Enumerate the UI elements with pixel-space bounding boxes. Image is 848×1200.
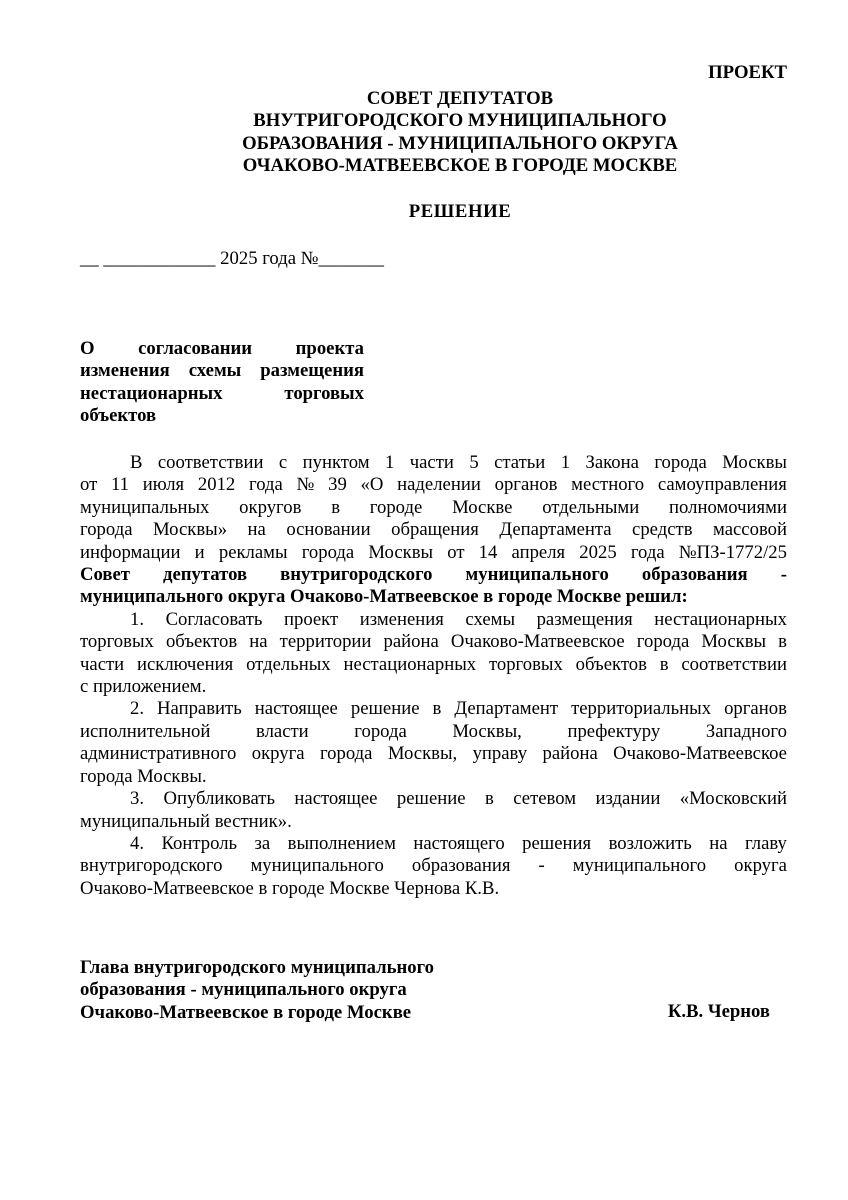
word: в	[432, 698, 442, 720]
heading-line: ВНУТРИГОРОДСКОГО МУНИЦИПАЛЬНОГО	[253, 110, 667, 132]
word: Очаково-Матвеевское	[613, 743, 787, 765]
word: района	[383, 631, 439, 653]
preamble-line	[80, 497, 787, 519]
word: 2012	[197, 474, 236, 496]
word: 1	[560, 452, 571, 473]
word: нестационарных	[80, 382, 223, 404]
word: Департамент	[454, 698, 559, 720]
preamble-line	[80, 542, 787, 564]
draft-stamp: ПРОЕКТ	[708, 62, 787, 83]
word: О	[80, 338, 95, 359]
preamble-line	[80, 519, 787, 541]
word: округов	[239, 496, 302, 518]
heading-line: ОБРАЗОВАНИЯ - МУНИЦИПАЛЬНОГО ОКРУГА	[242, 132, 678, 154]
word: июля	[142, 474, 185, 496]
word: пунктом	[302, 452, 370, 473]
word: наделении	[397, 474, 481, 496]
word: издании	[595, 788, 661, 810]
word: решение	[350, 698, 420, 720]
word: органов	[494, 474, 558, 496]
subject-line: объектов	[80, 405, 157, 427]
word: за	[254, 832, 271, 854]
word: Москвы,	[387, 743, 458, 765]
word: на	[249, 631, 268, 653]
item-line	[80, 855, 787, 877]
decision-subject	[80, 338, 364, 428]
word: города	[654, 452, 707, 473]
word: депутатов	[163, 564, 248, 586]
word: части	[409, 452, 454, 473]
word: объектов	[575, 653, 647, 675]
word: от	[80, 474, 98, 496]
word: управу	[472, 743, 528, 765]
word: образования	[641, 564, 748, 586]
word: согласовании	[138, 338, 253, 359]
word: в	[331, 496, 341, 518]
word: образования	[411, 855, 511, 877]
word: города	[301, 541, 355, 563]
item-line: с приложением.	[80, 676, 207, 698]
word: 3.	[130, 788, 145, 810]
word: нестационарных	[343, 653, 477, 675]
word: округа	[734, 855, 787, 877]
word: от	[447, 541, 465, 563]
word: схемы	[188, 360, 242, 382]
preamble	[80, 452, 787, 609]
word: информации	[80, 541, 181, 563]
word: префектуру	[567, 720, 661, 742]
word: сетевом	[513, 788, 577, 810]
item-line	[80, 698, 787, 720]
item-line: Очаково-Матвеевское в городе Москве Чернова К.В.	[80, 877, 500, 899]
word: Москвы	[722, 452, 787, 473]
word: размещения	[536, 608, 633, 630]
word: настоящее	[254, 698, 338, 720]
word: В	[130, 452, 143, 473]
word: муниципального	[250, 855, 384, 877]
word: и	[194, 541, 205, 563]
word: изменения	[359, 608, 444, 630]
word: органов	[724, 698, 787, 720]
word: Направить	[157, 698, 242, 720]
item-line	[80, 631, 787, 653]
word: 5	[469, 452, 479, 473]
word: решение	[396, 788, 466, 810]
word: на	[247, 519, 266, 541]
subject-line	[80, 338, 364, 360]
item-line	[80, 609, 787, 631]
word: исключения	[136, 653, 234, 675]
decision-item-4	[80, 833, 787, 900]
word: округа	[251, 743, 305, 765]
word: 4.	[130, 832, 145, 854]
word: на	[709, 832, 728, 854]
word: 11	[111, 474, 129, 496]
word: настоящее	[294, 788, 378, 810]
word: №	[296, 474, 315, 496]
item-line: города Москвы.	[80, 765, 207, 787]
signer-title-line: Глава внутригородского муниципального	[80, 957, 434, 978]
word: внутригородского	[80, 855, 223, 877]
word: 2025	[579, 541, 617, 563]
item-line	[80, 833, 787, 855]
word: схемы	[465, 608, 516, 630]
word: Москвы,	[452, 720, 522, 742]
heading-line: СОВЕТ ДЕПУТАТОВ	[366, 88, 554, 109]
word: торговых	[80, 631, 154, 653]
word: года	[249, 474, 283, 496]
word: «О	[360, 474, 384, 496]
word: Опубликовать	[163, 788, 275, 810]
word: 39	[328, 474, 347, 496]
preamble-line	[80, 474, 787, 496]
word: Москве	[452, 496, 513, 518]
word: соответствии	[157, 452, 264, 473]
word: торговых	[488, 653, 563, 675]
word: основании	[286, 519, 371, 541]
preamble-line	[80, 452, 787, 474]
word: Согласовать	[165, 608, 263, 630]
word: изменения	[80, 360, 170, 382]
word: в	[778, 631, 787, 653]
word: Департамента	[499, 519, 612, 541]
word: Москвы	[368, 541, 434, 563]
word: соответствии	[681, 653, 787, 675]
word: отдельных	[246, 653, 331, 675]
decision-item-3	[80, 788, 787, 833]
word: массовой	[713, 519, 787, 541]
item-line: муниципальный вестник».	[80, 810, 292, 832]
word: территориальных	[571, 698, 712, 720]
word: размещения	[260, 360, 364, 382]
word: нестационарных	[654, 608, 787, 630]
subject-line	[80, 360, 364, 382]
word: Совет	[80, 564, 130, 586]
word: 1.	[130, 608, 145, 630]
word: города	[319, 743, 373, 765]
word: с	[278, 452, 288, 473]
word: 1	[384, 452, 395, 473]
word: муниципального	[465, 564, 609, 586]
word: полномочиями	[669, 496, 787, 518]
item-line	[80, 721, 787, 743]
word: власти	[256, 720, 309, 742]
word: проекта	[295, 338, 364, 359]
word: внутригородского	[280, 564, 433, 586]
word: в	[659, 653, 669, 675]
word: -	[780, 564, 787, 586]
word: выполнением	[287, 832, 396, 854]
decision-item-2	[80, 698, 787, 788]
word: Закона	[585, 452, 639, 473]
resolution-line	[80, 564, 787, 586]
word: исполнительной	[80, 720, 211, 742]
item-line	[80, 743, 787, 765]
word: отдельными	[542, 496, 640, 518]
document-type: РЕШЕНИЕ	[408, 201, 512, 222]
word: Москвы»	[152, 519, 228, 541]
signer-name: К.В. Чернов	[667, 1001, 770, 1022]
decision-body	[80, 452, 787, 900]
council-heading	[80, 88, 840, 178]
word: в	[484, 788, 494, 810]
word: 14	[478, 541, 498, 563]
word: года	[630, 541, 665, 563]
item-line	[80, 654, 787, 676]
word: обращения	[391, 519, 479, 541]
word: объектов	[165, 631, 238, 653]
word: местного	[571, 474, 645, 496]
word: района	[542, 743, 598, 765]
word: статьи	[494, 452, 546, 473]
word: территории	[279, 631, 372, 653]
word: города	[354, 720, 407, 742]
subject-line	[80, 383, 364, 405]
word: настоящего	[413, 832, 505, 854]
word: «Московский	[679, 788, 787, 810]
word: Москвы	[701, 631, 767, 653]
word: города	[636, 631, 690, 653]
word: административного	[80, 743, 237, 765]
word: проект	[283, 608, 339, 630]
item-line	[80, 788, 787, 810]
word: торговых	[284, 382, 364, 404]
word: Очаково-Матвеевское	[450, 631, 625, 653]
heading-line: ОЧАКОВО-МАТВЕЕВСКОЕ В ГОРОДЕ МОСКВЕ	[242, 155, 678, 177]
word: апреля	[511, 541, 566, 563]
word: решения	[522, 832, 592, 854]
date-number-line: __ ____________ 2025 года №_______	[80, 248, 384, 269]
word: Контроль	[161, 832, 238, 854]
word: самоуправления	[657, 474, 787, 496]
word: рекламы	[218, 541, 288, 563]
word: города	[80, 519, 133, 541]
signer-title-line: образования - муниципального округа	[80, 979, 407, 1001]
decision-item-1	[80, 609, 787, 699]
word: части	[80, 653, 125, 675]
word: главу	[745, 832, 787, 854]
word: возложить	[608, 832, 692, 854]
word: Западного	[705, 720, 787, 742]
word: городе	[369, 496, 423, 518]
word: средств	[632, 519, 693, 541]
signature-block	[80, 957, 770, 1024]
resolution-line: муниципального округа Очаково-Матвеевское в городе Москве решил:	[80, 586, 688, 608]
word: муниципального	[572, 855, 707, 877]
word: 2.	[130, 698, 145, 720]
signer-title-line: Очаково-Матвеевское в городе Москве	[80, 1001, 412, 1023]
word: муниципальных	[80, 496, 210, 518]
word: №ПЗ-1772/25	[678, 541, 787, 563]
decision-items	[80, 609, 787, 900]
word: -	[538, 855, 545, 877]
